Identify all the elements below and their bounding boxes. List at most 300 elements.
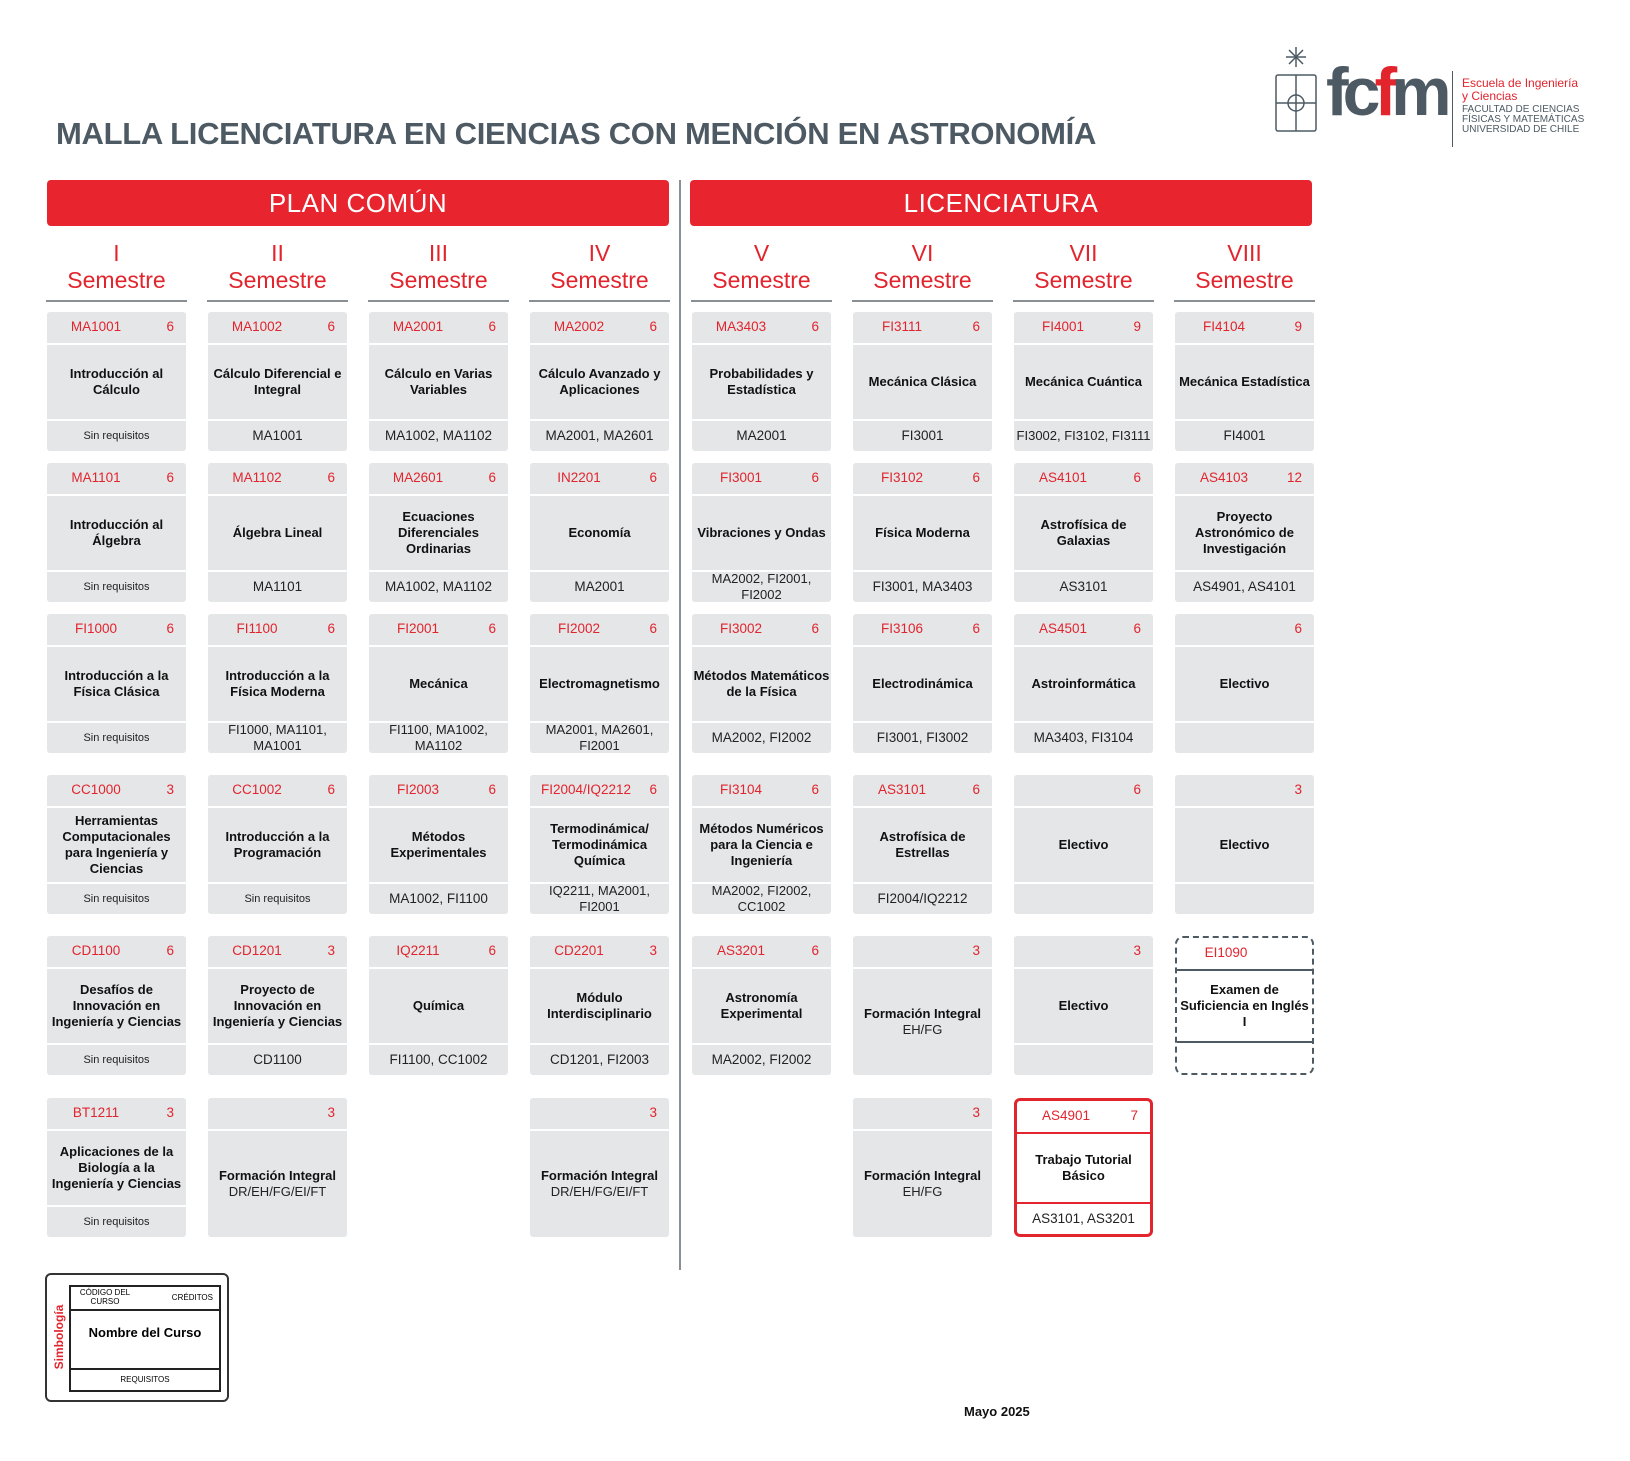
- semester-word: Semestre: [550, 267, 649, 293]
- course-requirements: [1014, 1043, 1153, 1075]
- course-card: [853, 312, 992, 451]
- course-subtitle: DR/EH/FG/EI/FT: [550, 1184, 649, 1199]
- logo-facultad-line3: UNIVERSIDAD DE CHILE: [1462, 124, 1580, 135]
- course-credits: 6: [1133, 782, 1141, 797]
- course-header: [208, 775, 347, 808]
- semester-header: [534, 240, 665, 294]
- course-title: Álgebra Lineal: [232, 525, 323, 540]
- course-card: [47, 775, 186, 914]
- course-title: Termodinámica/ Termodinámica Química: [550, 821, 649, 868]
- course-header: [1014, 936, 1153, 969]
- course-header: [1177, 938, 1312, 971]
- semester-underline: [529, 300, 670, 302]
- course-title: Introducción al Álgebra: [69, 517, 164, 548]
- course-name: [370, 345, 507, 419]
- course-header: [1014, 312, 1153, 345]
- legend-name-label: Nombre del Curso: [88, 1325, 202, 1340]
- course-card: [530, 1098, 669, 1237]
- course-header: [853, 1098, 992, 1131]
- course-credits: 6: [811, 470, 819, 485]
- course-header: [369, 312, 508, 345]
- semester-underline: [852, 300, 993, 302]
- semester-word: Semestre: [1195, 267, 1294, 293]
- course-card: [530, 775, 669, 914]
- semester-header: [1179, 240, 1310, 294]
- page-title: MALLA LICENCIATURA EN CIENCIAS CON MENCIÓN EN ASTRONOMÍA: [56, 116, 1097, 151]
- course-name: [854, 808, 991, 882]
- course-requirements: FI1100, CC1002: [369, 1043, 508, 1075]
- course-card: [369, 614, 508, 753]
- semester-underline: [368, 300, 509, 302]
- course-requirements: CD1201, FI2003: [530, 1043, 669, 1075]
- course-requirements: MA2001, MA2601, FI2001: [530, 721, 669, 753]
- course-credits: 6: [972, 319, 980, 334]
- course-requirements: MA1001: [208, 419, 347, 451]
- course-requirements: FI3002, FI3102, FI3111: [1014, 419, 1153, 451]
- course-card: [853, 1098, 992, 1237]
- logo-escuela-line2: y Ciencias: [1462, 89, 1518, 103]
- course-credits: 6: [649, 621, 657, 636]
- course-header: [853, 463, 992, 496]
- course-credits: 7: [1130, 1108, 1138, 1123]
- course-header: [1014, 463, 1153, 496]
- course-card: [208, 1098, 347, 1237]
- course-name: [370, 496, 507, 570]
- course-requirements: MA2001: [692, 419, 831, 451]
- course-title: Formación Integral: [540, 1168, 659, 1183]
- course-title: Herramientas Computacionales para Ingeniería y Ciencias: [62, 813, 171, 876]
- course-credits: 6: [488, 470, 496, 485]
- semester-word: Semestre: [873, 267, 972, 293]
- course-header: [369, 936, 508, 969]
- course-card: [208, 312, 347, 451]
- course-requirements: Sin requisitos: [47, 1205, 186, 1237]
- course-credits: 3: [327, 943, 335, 958]
- course-requirements: Sin requisitos: [47, 570, 186, 602]
- course-title: Ecuaciones Diferenciales Ordinarias: [398, 509, 479, 556]
- course-card: [208, 614, 347, 753]
- course-card: [692, 463, 831, 602]
- course-card: [369, 463, 508, 602]
- course-requirements: MA2002, FI2002: [692, 721, 831, 753]
- course-title: Probabilidades y Estadística: [709, 366, 814, 397]
- course-credits: 6: [488, 782, 496, 797]
- course-name: [1018, 1134, 1149, 1202]
- course-credits: 3: [1294, 782, 1302, 797]
- course-name: [209, 1131, 346, 1237]
- course-title: Electrodinámica: [872, 676, 973, 691]
- course-card: [1014, 936, 1153, 1075]
- course-code: FI3106: [880, 621, 924, 636]
- course-credits: 6: [327, 470, 335, 485]
- course-credits: 9: [1294, 319, 1302, 334]
- course-credits: 6: [1133, 470, 1141, 485]
- course-requirements: MA2002, FI2002: [692, 1043, 831, 1075]
- course-card: [853, 936, 992, 1075]
- course-name: [531, 808, 668, 882]
- course-name: [693, 808, 830, 882]
- course-requirements: FI4001: [1175, 419, 1314, 451]
- course-title: Introducción a la Programación: [225, 829, 330, 860]
- course-card: [47, 936, 186, 1075]
- semester-number: III: [428, 240, 449, 266]
- course-card: [1014, 775, 1153, 914]
- course-requirements: MA3403, FI3104: [1014, 721, 1153, 753]
- course-card: [47, 463, 186, 602]
- course-requirements: MA1002, FI1100: [369, 882, 508, 914]
- semester-number: V: [753, 240, 770, 266]
- course-requirements: Sin requisitos: [47, 721, 186, 753]
- course-header: [208, 936, 347, 969]
- course-card: [1014, 312, 1153, 451]
- course-requirements: MA1101: [208, 570, 347, 602]
- course-title: Química: [412, 998, 465, 1013]
- course-header: [530, 614, 669, 647]
- course-credits: 6: [327, 319, 335, 334]
- course-credits: 6: [327, 782, 335, 797]
- course-header: [530, 312, 669, 345]
- course-title: Desafíos de Innovación en Ingeniería y Ciencias: [51, 982, 182, 1029]
- course-name: [693, 969, 830, 1043]
- logo-escuela: [1462, 77, 1578, 103]
- course-credits: 6: [488, 621, 496, 636]
- course-name: [854, 969, 991, 1075]
- course-header: [530, 1098, 669, 1131]
- course-card: [208, 775, 347, 914]
- legend-title: Simbología: [52, 1304, 66, 1370]
- course-card: [1175, 312, 1314, 451]
- course-name: [1015, 969, 1152, 1043]
- course-name: [209, 496, 346, 570]
- course-credits: 9: [1133, 319, 1141, 334]
- course-header: [1014, 614, 1153, 647]
- course-code: CC1002: [232, 782, 282, 797]
- course-requirements: MA2001: [530, 570, 669, 602]
- logo-facultad-line2: FÍSICAS Y MATEMÁTICAS: [1462, 114, 1585, 125]
- course-requirements: [1175, 721, 1314, 753]
- course-card: [853, 614, 992, 753]
- course-code: FI2002: [557, 621, 601, 636]
- course-card: [1014, 1098, 1153, 1237]
- course-name: [370, 969, 507, 1043]
- course-title: Astroinformática: [1031, 676, 1136, 691]
- course-title: Astrofísica de Estrellas: [879, 829, 966, 860]
- course-credits: 6: [649, 782, 657, 797]
- course-requirements: Sin requisitos: [47, 419, 186, 451]
- banner-licenciatura: LICENCIATURA: [690, 180, 1312, 226]
- course-credits: 6: [166, 470, 174, 485]
- course-credits: 6: [166, 943, 174, 958]
- course-code: MA1101: [71, 470, 121, 485]
- course-title: Astrofísica de Galaxias: [1040, 517, 1127, 548]
- course-header: [530, 936, 669, 969]
- course-card: [47, 1098, 186, 1237]
- course-card: [1175, 463, 1314, 602]
- course-credits: 6: [649, 319, 657, 334]
- course-credits: 6: [488, 943, 496, 958]
- course-name: [209, 808, 346, 882]
- course-name: [1178, 971, 1311, 1041]
- course-card: [1014, 463, 1153, 602]
- course-title: Mecánica Estadística: [1179, 374, 1310, 389]
- course-credits: 6: [166, 621, 174, 636]
- course-requirements: AS4901, AS4101: [1175, 570, 1314, 602]
- course-code: MA1001: [70, 319, 122, 334]
- course-code: MA1002: [231, 319, 283, 334]
- course-title: Electivo: [1219, 837, 1270, 852]
- course-credits: 3: [166, 782, 174, 797]
- course-name: [1176, 496, 1313, 570]
- course-card: [1175, 775, 1314, 914]
- course-subtitle: EH/FG: [902, 1022, 943, 1037]
- course-code: MA1102: [232, 470, 282, 485]
- course-code: FI3002: [719, 621, 763, 636]
- course-name: [48, 1131, 185, 1205]
- date-label: Mayo 2025: [964, 1404, 1030, 1419]
- course-title: Mecánica: [409, 676, 468, 691]
- course-title: Electromagnetismo: [539, 676, 660, 691]
- course-credits: 3: [327, 1105, 335, 1120]
- course-name: [693, 345, 830, 419]
- course-title: Cálculo Diferencial e Integral: [213, 366, 342, 397]
- university-seal-icon: [1272, 45, 1320, 141]
- course-card: [692, 614, 831, 753]
- course-name: [531, 969, 668, 1043]
- semester-number: IV: [588, 240, 611, 266]
- course-header: [208, 312, 347, 345]
- semester-header: [857, 240, 988, 294]
- course-header: [1014, 775, 1153, 808]
- logo-escuela-line1: Escuela de Ingeniería: [1462, 76, 1579, 90]
- course-card: [853, 463, 992, 602]
- course-title: Formación Integral: [863, 1006, 982, 1021]
- course-code: EI1090: [1204, 945, 1248, 960]
- course-title: Métodos Experimentales: [390, 829, 487, 860]
- course-name: [693, 647, 830, 721]
- course-requirements: FI3001, FI3002: [853, 721, 992, 753]
- course-name: [854, 1131, 991, 1237]
- course-header: [530, 463, 669, 496]
- course-requirements: AS3101: [1014, 570, 1153, 602]
- course-title: Astronomía Experimental: [720, 990, 803, 1021]
- semester-header: [696, 240, 827, 294]
- course-name: [48, 808, 185, 882]
- course-code: MA2001: [392, 319, 444, 334]
- course-card: [47, 614, 186, 753]
- course-header: [692, 936, 831, 969]
- course-code: MA2601: [392, 470, 444, 485]
- course-name: [209, 345, 346, 419]
- course-header: [369, 775, 508, 808]
- semester-word: Semestre: [389, 267, 488, 293]
- course-credits: 3: [166, 1105, 174, 1120]
- course-header: [853, 775, 992, 808]
- course-requirements: AS3101, AS3201: [1017, 1202, 1150, 1234]
- course-credits: 6: [811, 319, 819, 334]
- course-header: [369, 614, 508, 647]
- semester-header: [51, 240, 182, 294]
- course-header: [47, 614, 186, 647]
- fcfm-logo: [1272, 45, 1592, 150]
- course-title: Vibraciones y Ondas: [697, 525, 826, 540]
- course-credits: 6: [972, 782, 980, 797]
- course-code: CC1000: [71, 782, 121, 797]
- course-name: [531, 1131, 668, 1237]
- course-header: [47, 1098, 186, 1131]
- course-code: FI1000: [74, 621, 118, 636]
- course-code: FI4001: [1041, 319, 1085, 334]
- course-header: [1175, 614, 1314, 647]
- course-header: [208, 463, 347, 496]
- course-credits: 3: [1133, 943, 1141, 958]
- course-name: [1015, 496, 1152, 570]
- course-header: [1175, 775, 1314, 808]
- course-credits: 6: [327, 621, 335, 636]
- course-credits: 6: [1294, 621, 1302, 636]
- semester-word: Semestre: [712, 267, 811, 293]
- section-divider: [679, 180, 681, 1270]
- course-card: [853, 775, 992, 914]
- semester-header: [373, 240, 504, 294]
- course-name: [1176, 808, 1313, 882]
- course-name: [1015, 345, 1152, 419]
- course-name: [48, 969, 185, 1043]
- course-header: [208, 1098, 347, 1131]
- course-header: [47, 775, 186, 808]
- course-credits: 6: [811, 943, 819, 958]
- course-credits: 6: [972, 470, 980, 485]
- course-requirements: FI3001, MA3403: [853, 570, 992, 602]
- legend-requirements-label: REQUISITOS: [71, 1368, 219, 1390]
- course-credits: 6: [649, 470, 657, 485]
- course-name: [48, 647, 185, 721]
- course-card: [692, 312, 831, 451]
- course-title: Trabajo Tutorial Básico: [1035, 1152, 1132, 1183]
- course-code: IQ2211: [396, 943, 440, 958]
- course-credits: 3: [649, 943, 657, 958]
- course-header: [692, 463, 831, 496]
- course-header: [208, 614, 347, 647]
- course-credits: 6: [1133, 621, 1141, 636]
- course-title: Mecánica Cuántica: [1024, 374, 1143, 389]
- course-subtitle: EH/FG: [902, 1184, 943, 1199]
- course-name: [531, 496, 668, 570]
- course-title: Proyecto Astronómico de Investigación: [1195, 509, 1294, 556]
- course-code: AS4501: [1038, 621, 1088, 636]
- course-header: [1017, 1101, 1150, 1134]
- course-title: Formación Integral: [218, 1168, 337, 1183]
- course-title: Introducción a la Física Clásica: [64, 668, 169, 699]
- course-header: [692, 312, 831, 345]
- course-credits: 6: [972, 621, 980, 636]
- course-card: [369, 775, 508, 914]
- course-credits: 6: [166, 319, 174, 334]
- semester-underline: [1013, 300, 1154, 302]
- course-card: [369, 936, 508, 1075]
- semester-underline: [1174, 300, 1315, 302]
- course-card: [530, 936, 669, 1075]
- course-requirements: FI2004/IQ2212: [853, 882, 992, 914]
- course-requirements: CD1100: [208, 1043, 347, 1075]
- course-name: [370, 808, 507, 882]
- course-code: FI3111: [881, 319, 923, 334]
- course-requirements: Sin requisitos: [208, 882, 347, 914]
- course-header: [47, 312, 186, 345]
- course-code: FI2001: [396, 621, 440, 636]
- course-header: [530, 775, 669, 808]
- course-name: [854, 345, 991, 419]
- semester-header: [1018, 240, 1149, 294]
- course-subtitle: DR/EH/FG/EI/FT: [228, 1184, 327, 1199]
- legend-sample-card: [69, 1285, 221, 1392]
- course-card: [47, 312, 186, 451]
- course-header: [692, 614, 831, 647]
- course-header: [853, 936, 992, 969]
- course-title: Electivo: [1219, 676, 1270, 691]
- course-title: Economía: [568, 525, 631, 540]
- course-name: [1015, 808, 1152, 882]
- course-credits: 6: [488, 319, 496, 334]
- course-title: Cálculo Avanzado y Aplicaciones: [538, 366, 661, 397]
- course-title: Métodos Numéricos para la Ciencia e Ingeniería: [699, 821, 824, 868]
- logo-facultad-line1: FACULTAD DE CIENCIAS: [1462, 104, 1580, 115]
- course-header: [692, 775, 831, 808]
- course-card: [692, 775, 831, 914]
- course-header: [47, 463, 186, 496]
- course-name: [854, 647, 991, 721]
- course-code: FI2003: [396, 782, 440, 797]
- course-name: [370, 647, 507, 721]
- course-name: [48, 345, 185, 419]
- semester-number: VII: [1069, 240, 1098, 266]
- course-card: [1175, 936, 1314, 1075]
- course-title: Formación Integral: [863, 1168, 982, 1183]
- course-header: [853, 614, 992, 647]
- course-code: BT1211: [72, 1105, 120, 1120]
- course-name: [693, 496, 830, 570]
- course-code: MA3403: [715, 319, 767, 334]
- course-code: CD1100: [71, 943, 121, 958]
- course-card: [1014, 614, 1153, 753]
- logo-facultad: [1462, 105, 1584, 135]
- course-name: [209, 969, 346, 1043]
- course-card: [208, 936, 347, 1075]
- course-name: [1015, 647, 1152, 721]
- course-credits: 6: [811, 621, 819, 636]
- course-header: [1175, 463, 1314, 496]
- course-header: [47, 936, 186, 969]
- semester-number: VIII: [1227, 240, 1262, 266]
- course-title: Introducción al Cálculo: [69, 366, 164, 397]
- course-title: Electivo: [1058, 998, 1109, 1013]
- semester-underline: [46, 300, 187, 302]
- fcfm-wordmark: fcfm: [1326, 54, 1446, 130]
- course-card: [530, 312, 669, 451]
- course-code: FI1100: [236, 621, 278, 636]
- course-requirements: MA2001, MA2601: [530, 419, 669, 451]
- course-requirements: FI1100, MA1002, MA1102: [369, 721, 508, 753]
- course-requirements: FI1000, MA1101, MA1001: [208, 721, 347, 753]
- course-card: [369, 312, 508, 451]
- course-requirements: MA1002, MA1102: [369, 419, 508, 451]
- course-code: AS4103: [1199, 470, 1249, 485]
- course-code: FI3104: [719, 782, 763, 797]
- course-code: IN2201: [557, 470, 601, 485]
- course-requirements: MA2002, FI2002, CC1002: [692, 882, 831, 914]
- course-title: Física Moderna: [875, 525, 970, 540]
- course-code: AS4101: [1038, 470, 1088, 485]
- course-card: [692, 936, 831, 1075]
